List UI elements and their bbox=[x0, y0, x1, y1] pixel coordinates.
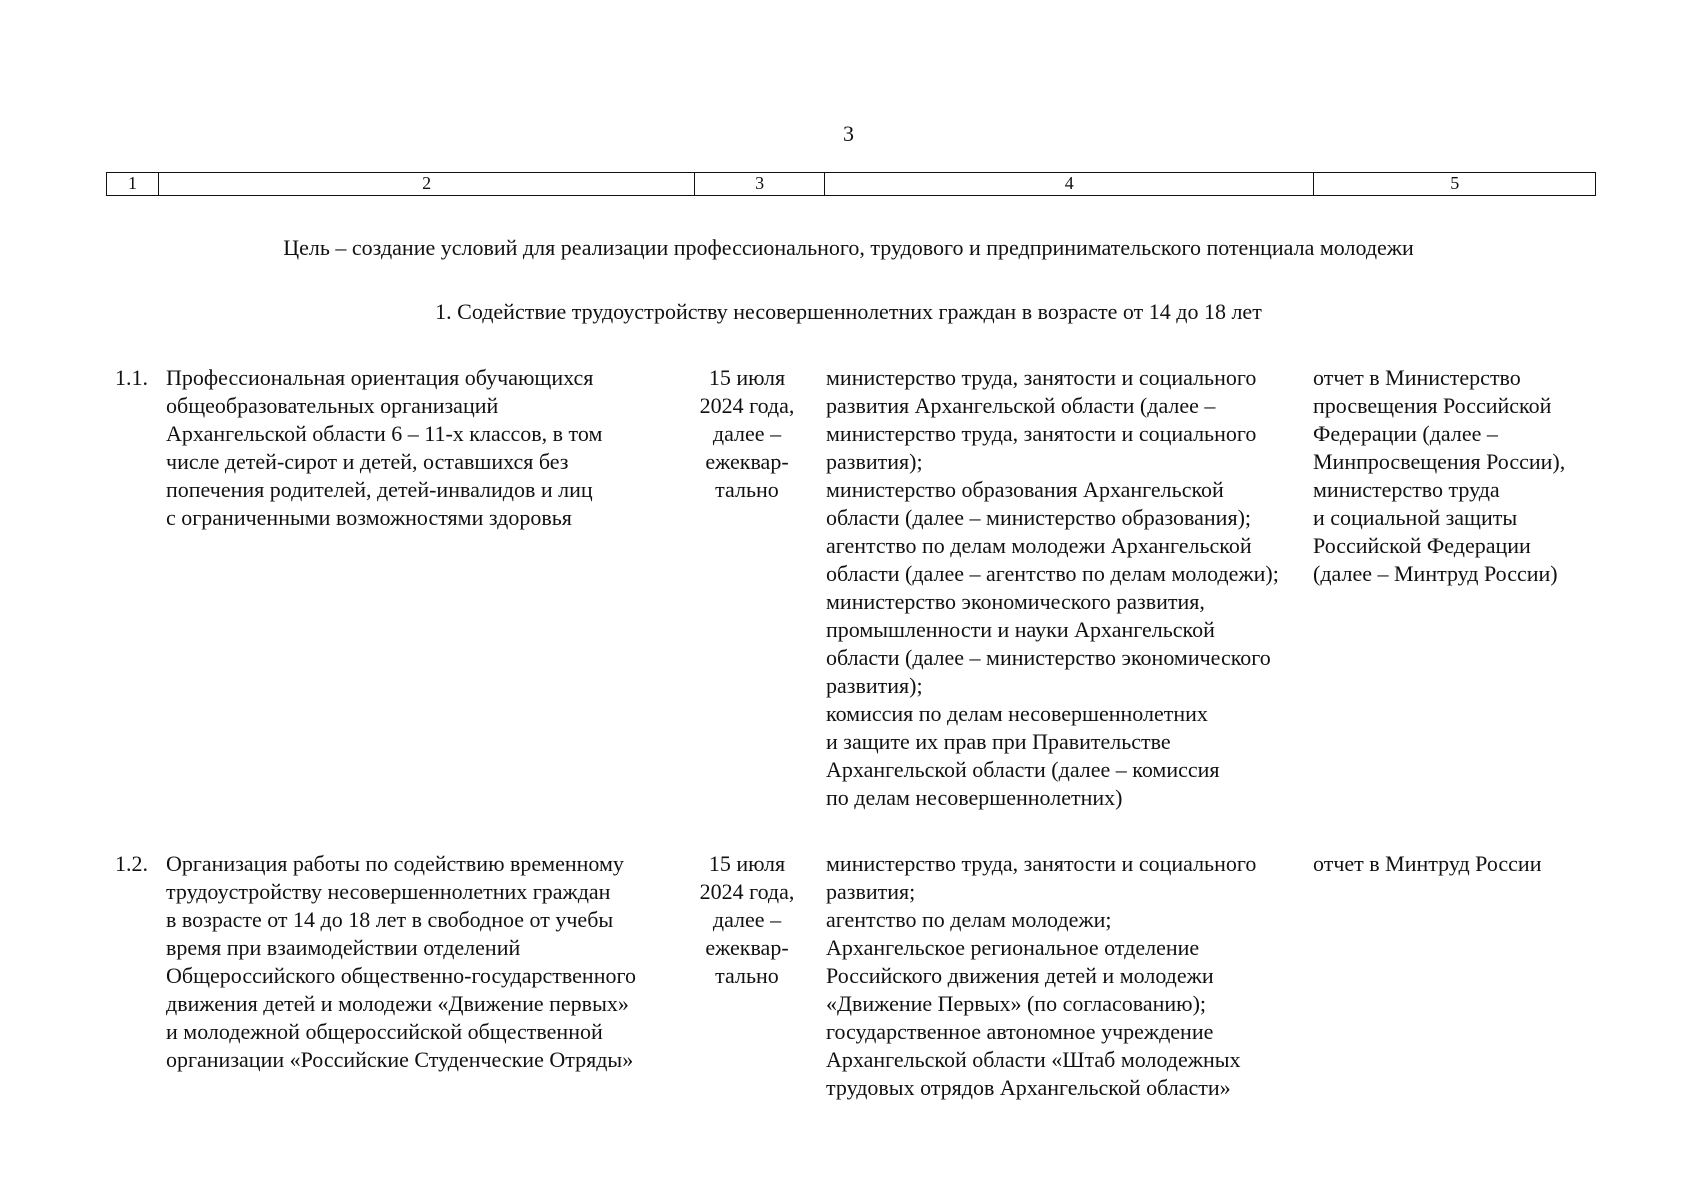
text-line: Профессиональная ориентация обучающихся bbox=[166, 365, 594, 390]
text-line: министерство образования Архангельской bbox=[826, 477, 1224, 502]
text-line: агентство по делам молодежи Архангельской bbox=[826, 533, 1252, 558]
text-line: 15 июля bbox=[708, 365, 786, 390]
text-line: «Движение Первых» (по согласованию); bbox=[826, 991, 1207, 1016]
responsible-executors bbox=[826, 850, 1296, 1102]
text-line: ежеквар- bbox=[705, 935, 789, 960]
row-number: 1.1. bbox=[115, 365, 148, 390]
header-col-3: 3 bbox=[695, 173, 825, 195]
text-line: организации «Российские Студенческие Отряды» bbox=[166, 1047, 634, 1072]
text-line: агентство по делам молодежи; bbox=[826, 907, 1112, 932]
page-number: 3 bbox=[843, 121, 854, 146]
text-line: министерство труда, занятости и социального bbox=[826, 365, 1257, 390]
text-line: Российской Федерации bbox=[1313, 533, 1531, 558]
text-line: далее – bbox=[712, 421, 782, 446]
text-line: движения детей и молодежи «Движение первых» bbox=[166, 991, 629, 1016]
deadline bbox=[686, 364, 808, 504]
text-line: (далее – Минтруд России) bbox=[1313, 561, 1558, 586]
text-line: области (далее – агентство по делам молодежи); bbox=[826, 561, 1279, 586]
text-line: Общероссийского общественно-государственного bbox=[166, 963, 636, 988]
text-line: министерство труда, занятости и социального bbox=[826, 421, 1257, 446]
text-line: по делам несовершеннолетних) bbox=[826, 785, 1123, 810]
text-line: министерство труда, занятости и социального bbox=[826, 851, 1257, 876]
section-title: 1. Содействие трудоустройству несовершеннолетних граждан в возрасте от 14 до 18 лет bbox=[435, 299, 1262, 324]
text-line: Российского движения детей и молодежи bbox=[826, 963, 1214, 988]
text-line: общеобразовательных организаций bbox=[166, 393, 499, 418]
text-line: просвещения Российской bbox=[1313, 393, 1552, 418]
text-line: Архангельской области «Штаб молодежных bbox=[826, 1047, 1241, 1072]
text-line: трудоустройству несовершеннолетних граждан bbox=[166, 879, 611, 904]
header-col-2: 2 bbox=[159, 173, 695, 195]
header-col-5: 5 bbox=[1450, 173, 1460, 193]
text-line: тально bbox=[715, 963, 779, 988]
text-line: и молодежной общероссийской общественной bbox=[166, 1019, 603, 1044]
text-line: с ограниченными возможностями здоровья bbox=[166, 505, 572, 530]
text-line: развития; bbox=[826, 879, 916, 904]
text-line: тально bbox=[715, 477, 779, 502]
header-col-1: 1 bbox=[107, 173, 159, 195]
text-line: 2024 года, bbox=[699, 879, 795, 904]
responsible-executors bbox=[826, 364, 1296, 812]
text-line: попечения родителей, детей-инвалидов и лиц bbox=[166, 477, 593, 502]
text-line: и защите их прав при Правительстве bbox=[826, 729, 1171, 754]
measure-name bbox=[166, 364, 686, 532]
text-line: министерство труда bbox=[1313, 477, 1500, 502]
text-line: ежеквар- bbox=[705, 449, 789, 474]
text-line: 2024 года, bbox=[699, 393, 795, 418]
deadline bbox=[686, 850, 808, 990]
text-line: отчет в Министерство bbox=[1313, 365, 1521, 390]
text-line: и социальной защиты bbox=[1313, 505, 1518, 530]
text-line: 15 июля bbox=[708, 851, 786, 876]
text-line: Архангельское региональное отделение bbox=[826, 935, 1200, 960]
header-col-4: 4 bbox=[825, 173, 1314, 195]
text-line: государственное автономное учреждение bbox=[826, 1019, 1214, 1044]
text-line: трудовых отрядов Архангельской области» bbox=[826, 1075, 1231, 1100]
text-line: промышленности и науки Архангельской bbox=[826, 617, 1215, 642]
text-line: Организация работы по содействию временному bbox=[166, 851, 624, 876]
text-line: Федерации (далее – bbox=[1313, 421, 1498, 446]
text-line: в возрасте от 14 до 18 лет в свободное от учебы bbox=[166, 907, 614, 932]
text-line: комиссия по делам несовершеннолетних bbox=[826, 701, 1208, 726]
text-line: Архангельской области 6 – 11-х классов, в том bbox=[166, 421, 603, 446]
text-line: Архангельской области (далее – комиссия bbox=[826, 757, 1220, 782]
text-line: министерство экономического развития, bbox=[826, 589, 1205, 614]
text-line: далее – bbox=[712, 907, 782, 932]
text-line: время при взаимодействии отделений bbox=[166, 935, 521, 960]
text-line: развития); bbox=[826, 449, 923, 474]
text-line: развития Архангельской области (далее – bbox=[826, 393, 1216, 418]
text-line: отчет в Минтруд России bbox=[1313, 851, 1542, 876]
text-line: области (далее – министерство образования); bbox=[826, 505, 1252, 530]
report-form bbox=[1313, 850, 1596, 878]
text-line: Минпросвещения России), bbox=[1313, 449, 1566, 474]
text-line: развития); bbox=[826, 673, 923, 698]
row-number: 1.2. bbox=[115, 851, 148, 876]
measure-name bbox=[166, 850, 686, 1074]
text-line: числе детей-сирот и детей, оставшихся без bbox=[166, 449, 569, 474]
goal-heading: Цель – создание условий для реализации профессионального, трудового и предпринимательского потенциала молодежи bbox=[283, 235, 1414, 260]
column-numbers-header bbox=[106, 172, 1596, 196]
report-form bbox=[1313, 364, 1596, 588]
text-line: области (далее – министерство экономического bbox=[826, 645, 1271, 670]
